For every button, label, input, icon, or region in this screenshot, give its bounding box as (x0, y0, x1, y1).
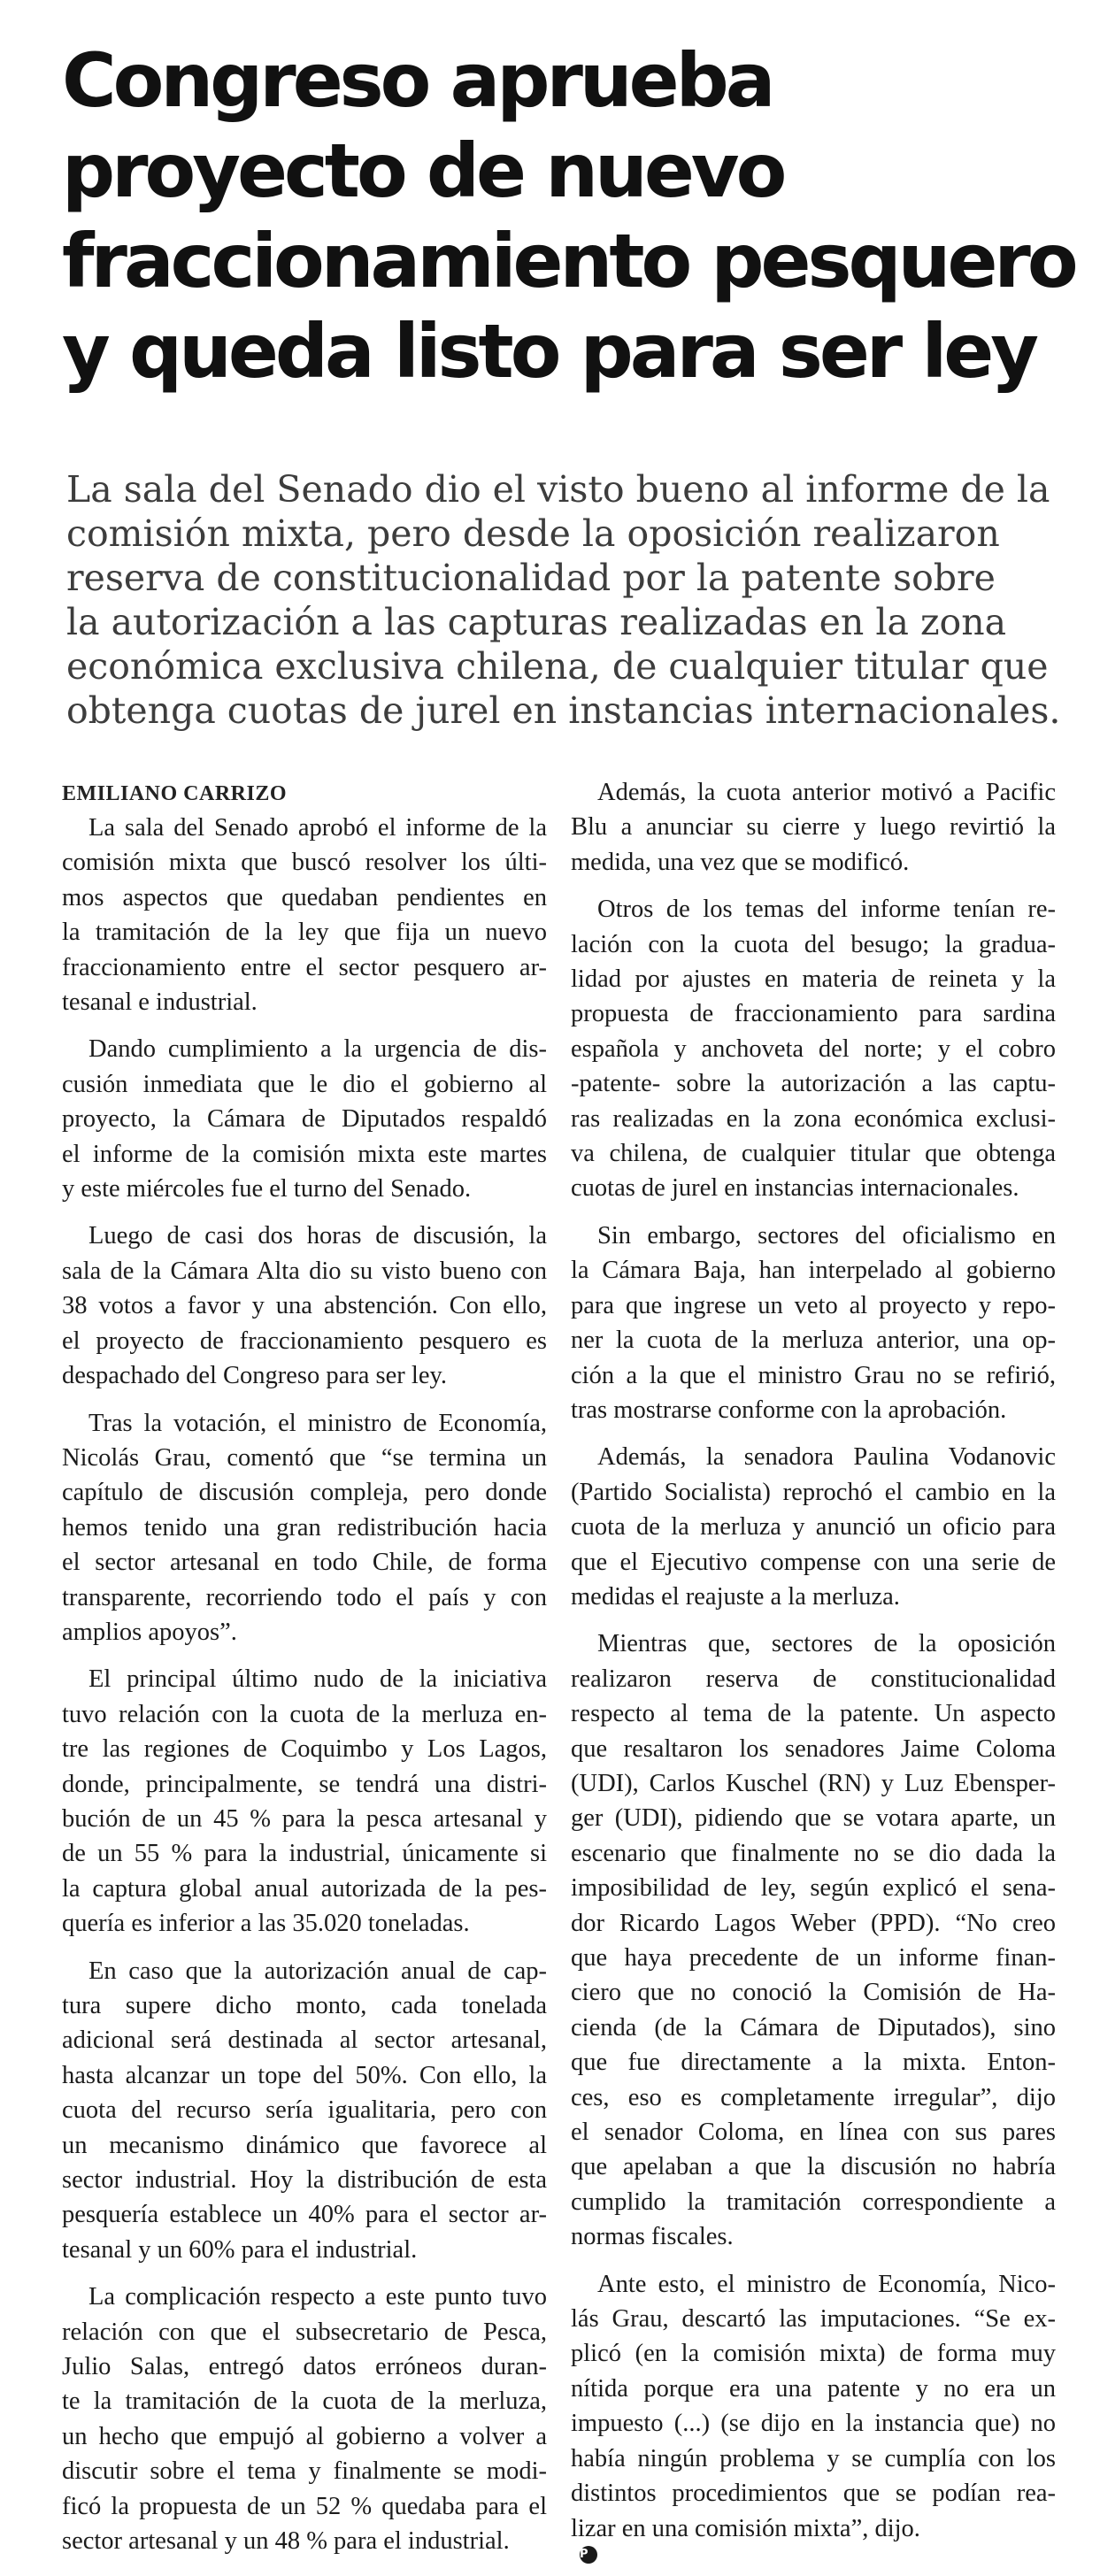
text-line: ner la cuota de la merluza anterior, una op- (571, 1326, 1056, 1355)
text-line: el informe de la comisión mixta este martes (62, 1140, 547, 1168)
text-line: (Partido Socialista) reprochó el cambio en la (571, 1478, 1056, 1506)
text-line: El principal último nudo de la iniciativa (88, 1665, 547, 1694)
text-line: En caso que la autorización anual de cap- (88, 1957, 547, 1985)
article-paragraph (62, 1032, 547, 1206)
text-line: y este miércoles fue el turno del Senado. (62, 1175, 472, 1203)
text-line: cuotas de jurel en instancias internacionales. (571, 1174, 1019, 1203)
text-line: la Cámara Baja, han interpelado al gobierno (571, 1257, 1056, 1285)
text-line: que haya precedente de un informe finan- (571, 1944, 1056, 1972)
article-paragraph (62, 1406, 547, 1650)
text-line: cuota de la merluza y anunció un oficio para (571, 1513, 1056, 1542)
headline (62, 35, 1075, 396)
text-line: Ante esto, el ministro de Economía, Nico- (597, 2270, 1056, 2298)
text-line: Sin embargo, sectores del oficialismo en (597, 1221, 1056, 1250)
text-line: (UDI), Carlos Kuschel (RN) y Luz Ebensper- (571, 1769, 1056, 1797)
article-paragraph (571, 1219, 1056, 1427)
text-line: medidas el reajuste a la merluza. (571, 1582, 900, 1611)
text-line: Tras la votación, el ministro de Economía, (88, 1409, 547, 1437)
text-line: un hecho que empujó al gobierno a volver a (62, 2422, 547, 2450)
article-column-right (571, 775, 1056, 2576)
article-paragraph (62, 2280, 547, 2558)
text-line: Además, la cuota anterior motivó a Pacific (597, 779, 1056, 806)
text-line: el senador Coloma, en línea con sus pares (571, 2118, 1056, 2147)
text-line: el proyecto de fraccionamiento pesquero es (62, 1326, 547, 1355)
lead-line: obtenga cuotas de jurel en instancias internacionales. (66, 689, 1061, 732)
text-line: 38 votos a favor y una abstención. Con ello, (62, 1292, 547, 1320)
text-line: tuvo relación con la cuota de la merluza en- (62, 1700, 547, 1728)
text-line: impuesto (...) (se dijo en la instancia que) no (571, 2410, 1056, 2438)
text-line: española y anchoveta del norte; y el cobro (571, 1034, 1056, 1063)
text-line: dor Ricardo Lagos Weber (PPD). “No creo (571, 1909, 1056, 1937)
text-line: lás Grau, descartó las imputaciones. “Se ex- (571, 2305, 1056, 2334)
text-line: Nicolás Grau, comentó que “se termina un (62, 1443, 547, 1472)
text-line: que apelaban a que la discusión no habría (571, 2153, 1056, 2181)
text-line: de un 55 % para la industrial, únicamente si (62, 1840, 547, 1868)
text-line: había ningún problema y se cumplía con los (571, 2444, 1056, 2472)
article-paragraph (62, 811, 547, 1019)
text-line: mos aspectos que quedaban pendientes en (62, 883, 547, 911)
headline-line: fraccionamiento pesquero (62, 218, 1075, 304)
text-line: discutir sobre el tema y finalmente se modi- (62, 2457, 547, 2486)
text-line: plicó (en la comisión mixta) de forma muy (571, 2340, 1056, 2368)
text-line: cienda (de la Cámara de Diputados), sino (571, 2013, 1056, 2042)
text-line: despachado del Congreso para ser ley. (62, 1362, 447, 1390)
headline-line: y queda listo para ser ley (62, 308, 1035, 395)
text-line: adicional será destinada al sector artesanal, (62, 2026, 547, 2055)
article-paragraph (62, 1219, 547, 1393)
text-line: que el Ejecutivo compense con una serie de (571, 1548, 1056, 1576)
text-line: la tramitación de la ley que fija un nuevo (62, 919, 547, 947)
lead-line: comisión mixta, pero desde la oposición realizaron (66, 512, 1000, 555)
article-paragraph (571, 1626, 1056, 2254)
text-line: un mecanismo dinámico que favorece al (62, 2131, 547, 2159)
article-paragraph (571, 1440, 1056, 1614)
lead-line: reserva de constitucionalidad por la patente sobre (66, 557, 996, 599)
text-line: te la tramitación de la cuota de la merluza, (62, 2388, 547, 2416)
text-line: sector industrial. Hoy la distribución de esta (62, 2166, 547, 2195)
text-line: propuesta de fraccionamiento para sardina (571, 1000, 1056, 1028)
text-line: Dando cumplimiento a la urgencia de dis- (88, 1035, 547, 1064)
text-line: cuota del recurso sería igualitaria, pero con (62, 2096, 547, 2125)
text-line: lación con la cuota del besugo; la gradua- (571, 930, 1056, 958)
text-line: Otros de los temas del informe tenían re- (597, 896, 1056, 924)
text-line: proyecto, la Cámara de Diputados respaldó (62, 1105, 547, 1134)
lead-line: económica exclusiva chilena, de cualquier titular que (66, 645, 1049, 688)
text-line: bución de un 45 % para la pesca artesanal y (62, 1804, 547, 1833)
text-line: tesanal e industrial. (62, 988, 258, 1017)
text-line: tura supere dicho monto, cada tonelada (62, 1992, 547, 2019)
text-line: distintos procedimientos que se podían rea- (571, 2480, 1056, 2508)
article-paragraph (62, 1954, 547, 2268)
text-line: Blu a anunciar su cierre y luego revirtió la (571, 813, 1056, 842)
text-line: sala de la Cámara Alta dio su visto bueno con (62, 1257, 547, 1285)
end-of-article-icon: P (580, 2546, 597, 2564)
article-paragraph (62, 1662, 547, 1941)
text-line: transparente, recorriendo todo el país y con (62, 1583, 547, 1611)
text-line: hasta alcanzar un tope del 50%. Con ello, la (62, 2061, 547, 2089)
text-line: cumplido la tramitación correspondiente a (571, 2188, 1056, 2216)
lead-paragraph (66, 467, 1061, 733)
text-line: normas fiscales. (571, 2223, 734, 2251)
text-line: medida, una vez que se modificó. (571, 848, 910, 876)
text-line: la captura global anual autorizada de la pes- (62, 1874, 547, 1903)
text-line: fraccionamiento entre el sector pesquero ar- (62, 953, 547, 981)
text-line: ger (UDI), pidiendo que se votara aparte, un (571, 1804, 1056, 1833)
article-paragraph (571, 892, 1056, 1206)
text-line: lizar en una comisión mixta”, dijo. P (571, 2511, 1056, 2564)
text-line: tras mostrarse conforme con la aprobación. (571, 1396, 1007, 1424)
text-line: ces, eso es completamente irregular”, dijo (571, 2083, 1056, 2111)
article-paragraph (571, 775, 1056, 880)
text-line: -patente- sobre la autorización a las captu- (571, 1070, 1056, 1098)
article-paragraph (571, 2267, 1056, 2564)
text-line: sector artesanal y un 48 % para el industrial. (62, 2527, 510, 2556)
article-column-left (62, 777, 547, 2572)
text-line: ciero que no conoció la Comisión de Ha- (571, 1979, 1056, 2007)
text-line: Julio Salas, entregó datos erróneos duran- (62, 2353, 547, 2381)
text-line: para que ingrese un veto al proyecto y repo- (571, 1291, 1056, 1319)
text-line: va chilena, de cualquier titular que obtenga (571, 1140, 1056, 1168)
text-line: comisión mixta que buscó resolver los últi- (62, 849, 547, 877)
text-line: nítida porque era una patente y no era un (571, 2374, 1056, 2403)
text-line: realizaron reserva de constitucionalidad (571, 1665, 1056, 1693)
text-line: Luego de casi dos horas de discusión, la (88, 1222, 547, 1250)
text-line: quería es inferior a las 35.020 toneladas. (62, 1910, 470, 1938)
text-line: capítulo de discusión compleja, pero donde (62, 1479, 547, 1507)
text-line: Además, la senadora Paulina Vodanovic (597, 1443, 1056, 1472)
text-line: que resaltaron los senadores Jaime Coloma (571, 1734, 1056, 1763)
text-line: ficó la propuesta de un 52 % quedaba para el (62, 2492, 547, 2520)
text-line: tre las regiones de Coquimbo y Los Lagos, (62, 1735, 547, 1764)
text-line: donde, principalmente, se tendrá una distri- (62, 1770, 547, 1798)
text-line: respecto al tema de la patente. Un aspecto (571, 1700, 1056, 1728)
text-line: amplios apoyos”. (62, 1618, 237, 1646)
lead-line: la autorización a las capturas realizadas en la zona (66, 601, 1007, 643)
text-line: imposibilidad de ley, según explicó el sena- (571, 1874, 1056, 1903)
text-line: lidad por ajustes en materia de reineta y la (571, 965, 1056, 994)
text-line: que fue directamente a la mixta. Enton- (571, 2049, 1056, 2077)
text-line: La complicación respecto a este punto tuvo (88, 2283, 547, 2311)
text-line: Mientras que, sectores de la oposición (597, 1630, 1056, 1658)
lead-line: La sala del Senado dio el visto bueno al informe de la (66, 468, 1050, 511)
text-line: tesanal y un 60% para el industrial. (62, 2235, 418, 2264)
text-line: relación con que el subsecretario de Pesca, (62, 2318, 547, 2346)
headline-line: Congreso aprueba (62, 37, 773, 124)
text-line: el sector artesanal en todo Chile, de forma (62, 1549, 547, 1577)
byline: EMILIANO CARRIZO (62, 782, 288, 805)
text-line: hemos tenido una gran redistribución hacia (62, 1513, 547, 1542)
text-line: cusión inmediata que le dio el gobierno al (62, 1070, 547, 1098)
text-line: escenario que finalmente no se dio dada la (571, 1839, 1056, 1867)
text-line: ción a la que el ministro Grau no se refirió, (571, 1361, 1056, 1389)
text-line: La sala del Senado aprobó el informe de la (88, 814, 547, 842)
text-line: pesquería establece un 40% para el sector ar- (62, 2201, 547, 2229)
text-line: ras realizadas en la zona económica exclusi- (571, 1104, 1056, 1133)
headline-line: proyecto de nuevo (62, 127, 784, 214)
